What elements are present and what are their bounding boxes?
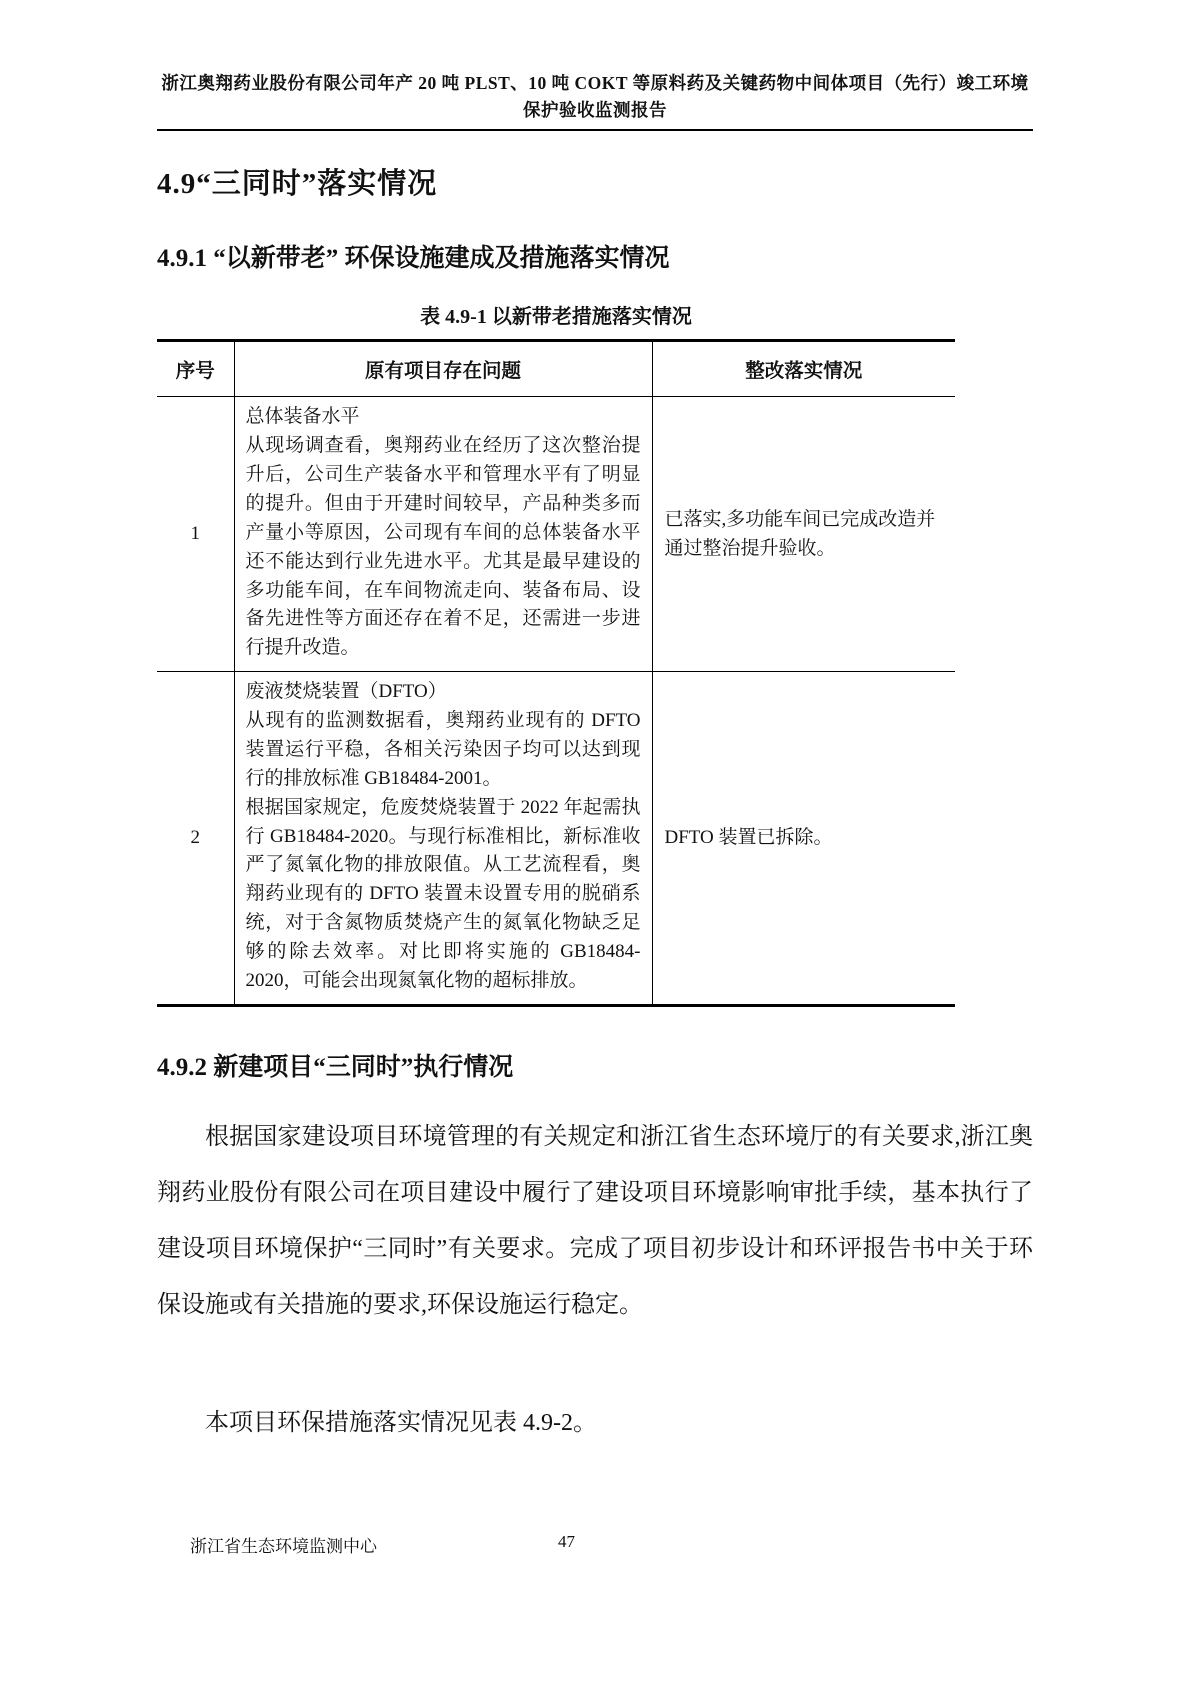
column-header-problem: 原有项目存在问题 [234, 341, 652, 397]
body-paragraph: 根据国家建设项目环境管理的有关规定和浙江省生态环境厅的有关要求,浙江奥翔药业股份有限公司在项目建设中履行了建设项目环境影响审批手续，基本执行了建设项目环境保护“三同时”有关要求。完成了项目初步设计和环评报告书中关于环保设施或有关措施的要求,环保设施运行稳定。 [157, 1123, 1033, 1318]
table-row [157, 397, 955, 672]
column-header-resolution: 整改落实情况 [652, 341, 955, 397]
problem-paragraph: 根据国家规定，危废焚烧装置于 2022 年起需执行 GB18484-2020。与现行标准相比，新标准收严了氮氧化物的排放限值。从工艺流程看，奥翔药业现有的 DFTO 装置未设置专用的脱硝系统，对于含氮物质焚烧产生的氮氧化物缺乏足够的除去效率。对比即将实施的 GB18484-2020，可能会出现氮氧化物的超标排放。 [245, 796, 641, 991]
column-header-index: 序号 [157, 341, 234, 397]
table-row [157, 672, 955, 1006]
problem-title: 废液焚烧装置（DFTO） [245, 681, 447, 703]
table-header-row [157, 341, 955, 397]
header-rule [157, 129, 1033, 131]
problem-paragraph: 从现有的监测数据看，奥翔药业现有的 DFTO 装置运行平稳，各相关污染因子均可以达到现行的排放标准 GB18484-2001。 [245, 710, 641, 789]
section-heading-4-9-1: 4.9.1 “以新带老” 环保设施建成及措施落实情况 [157, 245, 670, 273]
table-caption: 表 4.9-1 以新带老措施落实情况 [420, 306, 692, 329]
measures-table [157, 339, 955, 1007]
section-heading-4-9: 4.9“三同时”落实情况 [157, 168, 438, 201]
body-paragraph: 本项目环保措施落实情况见表 4.9-2。 [205, 1409, 597, 1436]
table-section [157, 300, 955, 1007]
resolution-cell: 已落实,多功能车间已完成改造并通过整治提升验收。 [664, 508, 936, 560]
problem-paragraph: 从现场调查看，奥翔药业在经历了这次整治提升后，公司生产装备水平和管理水平有了明显的提升。但由于开建时间较早，产品种类多而产量小等原因，公司现有车间的总体装备水平还不能达到行业先进水平。尤其是最早建设的多功能车间，在车间物流走向、装备布局、设备先进性等方面还存在着不足，还需进一步进行提升改造。 [245, 435, 641, 659]
row-index-cell: 2 [157, 672, 234, 1006]
running-head: 浙江奥翔药业股份有限公司年产 20 吨 PLST、10 吨 COKT 等原料药及关键药物中间体项目（先行）竣工环境保护验收监测报告 [161, 73, 1029, 121]
problem-title: 总体装备水平 [245, 406, 360, 428]
resolution-cell: DFTO 装置已拆除。 [652, 672, 955, 1006]
problem-cell [234, 397, 652, 672]
section-heading-4-9-2: 4.9.2 新建项目“三同时”执行情况 [157, 1053, 514, 1081]
page-number: 47 [558, 1532, 575, 1551]
row-index-cell: 1 [190, 523, 200, 545]
problem-cell [234, 672, 652, 1006]
footer-organization: 浙江省生态环境监测中心 [190, 1537, 377, 1556]
